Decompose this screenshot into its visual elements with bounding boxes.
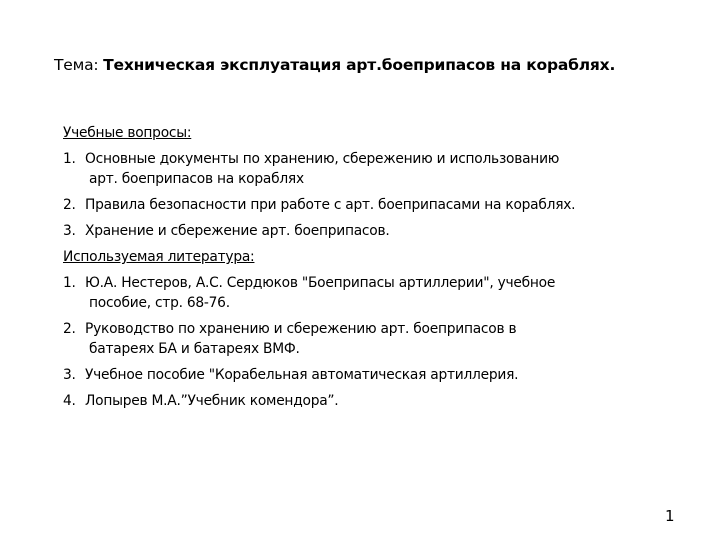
literature-item — [63, 273, 663, 313]
title-topic: Техническая эксплуатация арт.боеприпасов на кораблях. — [103, 56, 616, 74]
item-text: Лопырев М.А.”Учебник комендора”. — [85, 393, 339, 409]
item-number: 1. — [63, 275, 76, 291]
literature-item — [63, 391, 663, 411]
literature-heading: Используемая литература: — [63, 249, 255, 265]
literature-item — [63, 365, 663, 385]
item-text: Правила безопасности при работе с арт. боеприпасами на кораблях. — [85, 197, 576, 213]
item-text-continued: батареях БА и батареях ВМФ. — [89, 341, 300, 357]
item-text: Учебное пособие "Корабельная автоматическая артиллерия. — [85, 367, 519, 383]
title-prefix: Тема: — [54, 56, 99, 74]
item-text: Руководство по хранению и сбережению арт. боеприпасов в — [85, 321, 517, 337]
item-text: Ю.А. Нестеров, А.С. Сердюков "Боеприпасы артиллерии", учебное — [85, 275, 556, 291]
page-number: 1 — [665, 507, 675, 525]
item-number: 3. — [63, 367, 76, 383]
item-number: 2. — [63, 321, 76, 337]
item-number: 4. — [63, 393, 76, 409]
item-text: Хранение и сбережение арт. боеприпасов. — [85, 223, 390, 239]
item-text-continued: арт. боеприпасов на кораблях — [89, 171, 304, 187]
item-text: Основные документы по хранению, сбережению и использованию — [85, 151, 560, 167]
question-item — [63, 195, 663, 215]
item-number: 3. — [63, 223, 76, 239]
question-item — [63, 221, 663, 241]
slide-title — [54, 54, 615, 76]
literature-item — [63, 319, 663, 359]
questions-heading: Учебные вопросы: — [63, 125, 192, 141]
question-item — [63, 149, 663, 189]
item-text-continued: пособие, стр. 68-76. — [89, 295, 230, 311]
item-number: 2. — [63, 197, 76, 213]
slide-content — [63, 123, 663, 417]
item-number: 1. — [63, 151, 76, 167]
